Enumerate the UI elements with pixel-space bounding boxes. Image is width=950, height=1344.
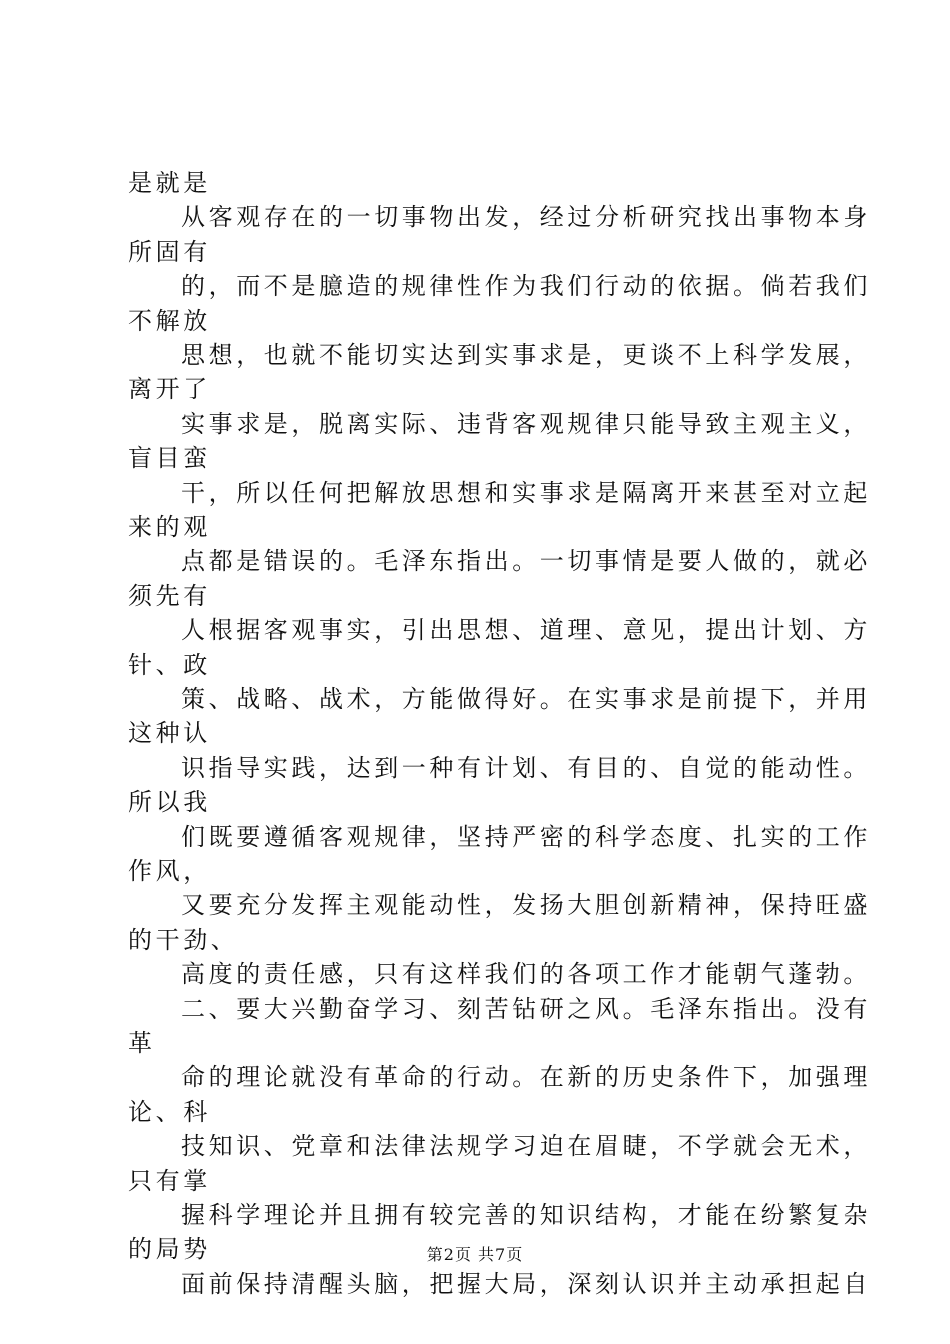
- text-line: 针、政: [128, 650, 211, 679]
- text-line: 干，所以任何把解放思想和实事求是隔离开来甚至对立起: [181, 478, 871, 507]
- text-line: 人根据客观事实，引出思想、道理、意见，提出计划、方: [181, 616, 871, 645]
- text-line: 技知识、党章和法律法规学习迫在眉睫，不学就会无术，: [181, 1132, 871, 1161]
- text-line: 识指导实践，达到一种有计划、有目的、自觉的能动性。: [181, 753, 871, 782]
- text-line: 握科学理论并且拥有较完善的知识结构，才能在纷繁复杂: [181, 1201, 871, 1229]
- text-line: 来的观: [128, 513, 211, 541]
- text-line: 策、战略、战术，方能做得好。在实事求是前提下，并用: [181, 685, 871, 713]
- text-line: 思想，也就不能切实达到实事求是，更谈不上科学发展，: [181, 341, 871, 369]
- text-line: 从客观存在的一切事物出发，经过分析研究找出事物本身: [181, 203, 871, 232]
- text-line: 点都是错误的。毛泽东指出。一切事情是要人做的，就必: [181, 547, 871, 576]
- text-line: 论、科: [128, 1097, 211, 1126]
- text-line: 革: [128, 1029, 156, 1057]
- text-line: 的干劲、: [128, 925, 239, 954]
- text-line: 盲目蛮: [128, 444, 211, 473]
- text-line: 实事求是，脱离实际、违背客观规律只能导致主观主义，: [181, 409, 871, 438]
- text-line: 作风，: [128, 857, 211, 885]
- text-line: 所固有: [128, 237, 211, 266]
- text-line: 不解放: [128, 306, 211, 335]
- text-line: 离开了: [128, 375, 211, 404]
- text-line: 是就是: [128, 169, 211, 197]
- text-line: 又要充分发挥主观能动性，发扬大胆创新精神，保持旺盛: [181, 891, 871, 920]
- text-line: 二、要大兴勤奋学习、刻苦钻研之风。毛泽东指出。没有: [181, 994, 871, 1023]
- text-line: 面前保持清醒头脑，把握大局，深刻认识并主动承担起自: [181, 1269, 871, 1298]
- text-line: 的局势: [128, 1235, 211, 1264]
- text-line: 命的理论就没有革命的行动。在新的历史条件下，加强理: [181, 1063, 871, 1092]
- text-line: 的，而不是臆造的规律性作为我们行动的依据。倘若我们: [181, 272, 871, 301]
- page-number-footer: 第2页 共7页: [426, 1245, 524, 1264]
- text-line: 只有掌: [128, 1166, 211, 1195]
- text-line: 须先有: [128, 581, 211, 610]
- text-line: 们既要遵循客观规律，坚持严密的科学态度、扎实的工作: [181, 822, 871, 851]
- text-line: 高度的责任感，只有这样我们的各项工作才能朝气蓬勃。: [181, 960, 871, 989]
- text-line: 所以我: [128, 788, 211, 817]
- text-line: 这种认: [128, 719, 211, 748]
